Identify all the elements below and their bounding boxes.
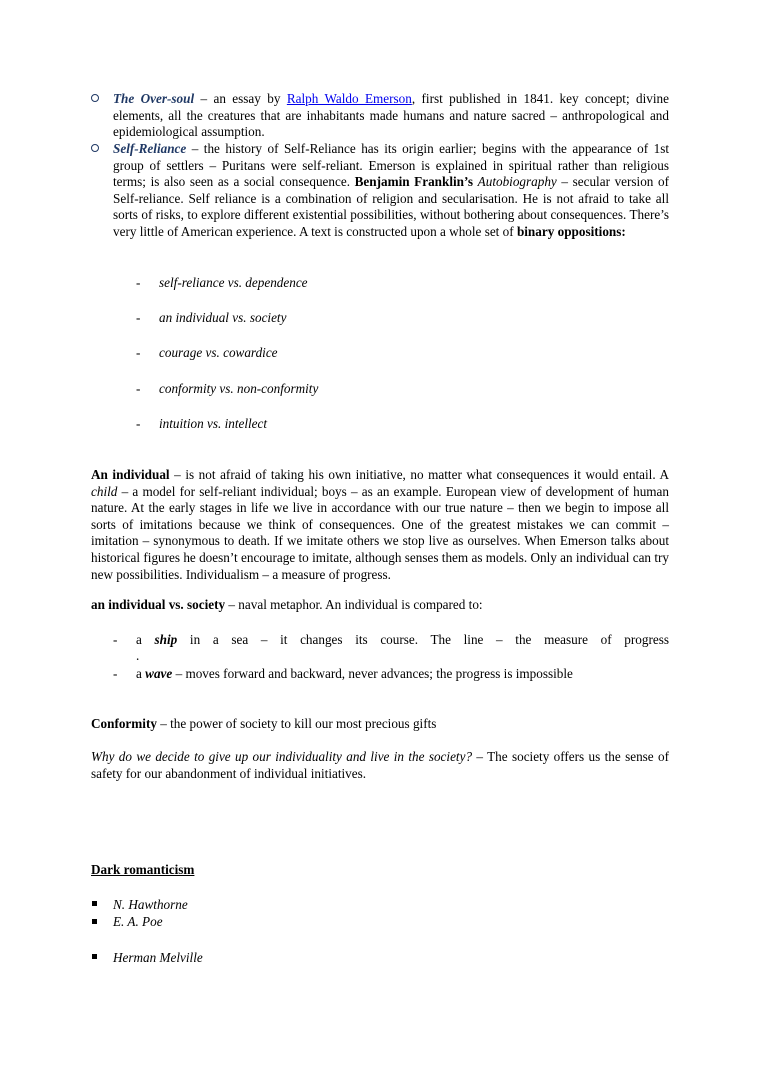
- vs-society-heading: an individual vs. society: [91, 597, 226, 612]
- self-reliance-text-1: – the history of Self-Reliance has its origin earlier; begins with the appearance of 1st group of settlers – Puritans were self-reliant. Emerson is explained in spiritual rather than religious terms; is also seen as a social consequence.: [113, 141, 669, 190]
- dash-bullet-icon: -: [113, 632, 118, 647]
- ship-trailing-dot: .: [136, 648, 140, 663]
- over-soul-paragraph: [113, 91, 669, 141]
- individual-text-1: – is not afraid of taking his own initiative, no matter what consequences it would entail. A: [169, 467, 669, 482]
- why-answer: – The society offers us the sense of safety for our abandonment of individual initiatives.: [91, 749, 669, 781]
- author-item: Herman Melville: [113, 950, 203, 965]
- dark-romanticism-heading: Dark romanticism: [91, 862, 195, 877]
- dash-bullet-icon: -: [136, 381, 141, 396]
- individual-paragraph: [91, 467, 669, 583]
- autobiography-title: Autobiography: [477, 174, 557, 190]
- over-soul-text-1: – an essay by: [194, 91, 287, 106]
- opposition-item: courage vs. cowardice: [159, 345, 278, 360]
- square-bullet-icon: [92, 919, 97, 924]
- ship-word: ship: [154, 632, 178, 647]
- individual-heading: An individual: [91, 467, 170, 482]
- over-soul-title: The Over-soul: [113, 91, 195, 106]
- square-bullet-icon: [92, 954, 97, 959]
- circle-bullet-icon: [91, 144, 99, 152]
- self-reliance-paragraph: [113, 141, 669, 241]
- wave-article: a: [136, 666, 146, 681]
- vs-society-paragraph: [91, 597, 669, 614]
- opposition-item: self-reliance vs. dependence: [159, 275, 308, 290]
- binary-oppositions-label: binary oppositions:: [516, 223, 626, 239]
- why-paragraph: [91, 749, 669, 782]
- child-word: child: [91, 483, 118, 499]
- conformity-paragraph: [91, 716, 669, 733]
- conformity-heading: Conformity: [91, 716, 157, 731]
- self-reliance-text-3: – secular version of Self-reliance. Self reliance is a combination of religion and secularisation. He is not afraid to take all sorts of risks, to explore different existential possibilities, without bothering about consequences. There’s very little of American experience. A text is constructed upon a whole set of: [113, 174, 669, 239]
- vs-society-text: – naval metaphor. An individual is compared to:: [225, 597, 483, 612]
- dash-bullet-icon: -: [136, 310, 141, 325]
- ship-article: a: [136, 632, 155, 647]
- franklin-name: Benjamin Franklin’s: [354, 174, 474, 190]
- opposition-item: an individual vs. society: [159, 310, 287, 325]
- author-item: E. A. Poe: [113, 914, 163, 929]
- individual-text-2: – a model for self-reliant individual; boys – as an example. European view of development of human nature. At the early stages in life we live in accordance with our true nature – then we begin to impose all sorts of imitations because we think of consequences. One of the greatest mistakes we can commit – imitation – synonymous to death. If we imitate others we stop live as ourselves. When Emerson talks about historical figures he doesn’t encourage to imitate, although senses them as models. Only an individual can try new possibilities. Individualism – a measure of progress.: [91, 483, 669, 582]
- square-bullet-icon: [92, 901, 97, 906]
- wave-text: – moves forward and backward, never advances; the progress is impossible: [172, 666, 573, 681]
- opposition-item: intuition vs. intellect: [159, 416, 268, 431]
- dash-bullet-icon: -: [136, 345, 141, 360]
- opposition-item: conformity vs. non-conformity: [159, 381, 319, 396]
- dash-bullet-icon: -: [136, 416, 141, 431]
- why-question: Why do we decide to give up our individuality and live in the society?: [91, 749, 473, 764]
- self-reliance-title: Self-Reliance: [113, 141, 187, 156]
- wave-metaphor: [136, 666, 669, 683]
- author-item: N. Hawthorne: [113, 897, 188, 912]
- ship-text: in a sea – it changes its course. The line – the measure of progress: [177, 632, 669, 647]
- dash-bullet-icon: -: [113, 666, 118, 681]
- circle-bullet-icon: [91, 94, 99, 102]
- conformity-text: – the power of society to kill our most precious gifts: [156, 716, 437, 731]
- wave-word: wave: [145, 666, 173, 681]
- over-soul-text-2: , first published in 1841. key concept; divine elements, all the creatures that are inhabitants made humans and nature sacred – anthropological and epidemiological assumption.: [113, 91, 669, 140]
- emerson-link[interactable]: Ralph Waldo Emerson: [286, 91, 412, 106]
- dash-bullet-icon: -: [136, 275, 141, 290]
- ship-metaphor: [136, 632, 669, 649]
